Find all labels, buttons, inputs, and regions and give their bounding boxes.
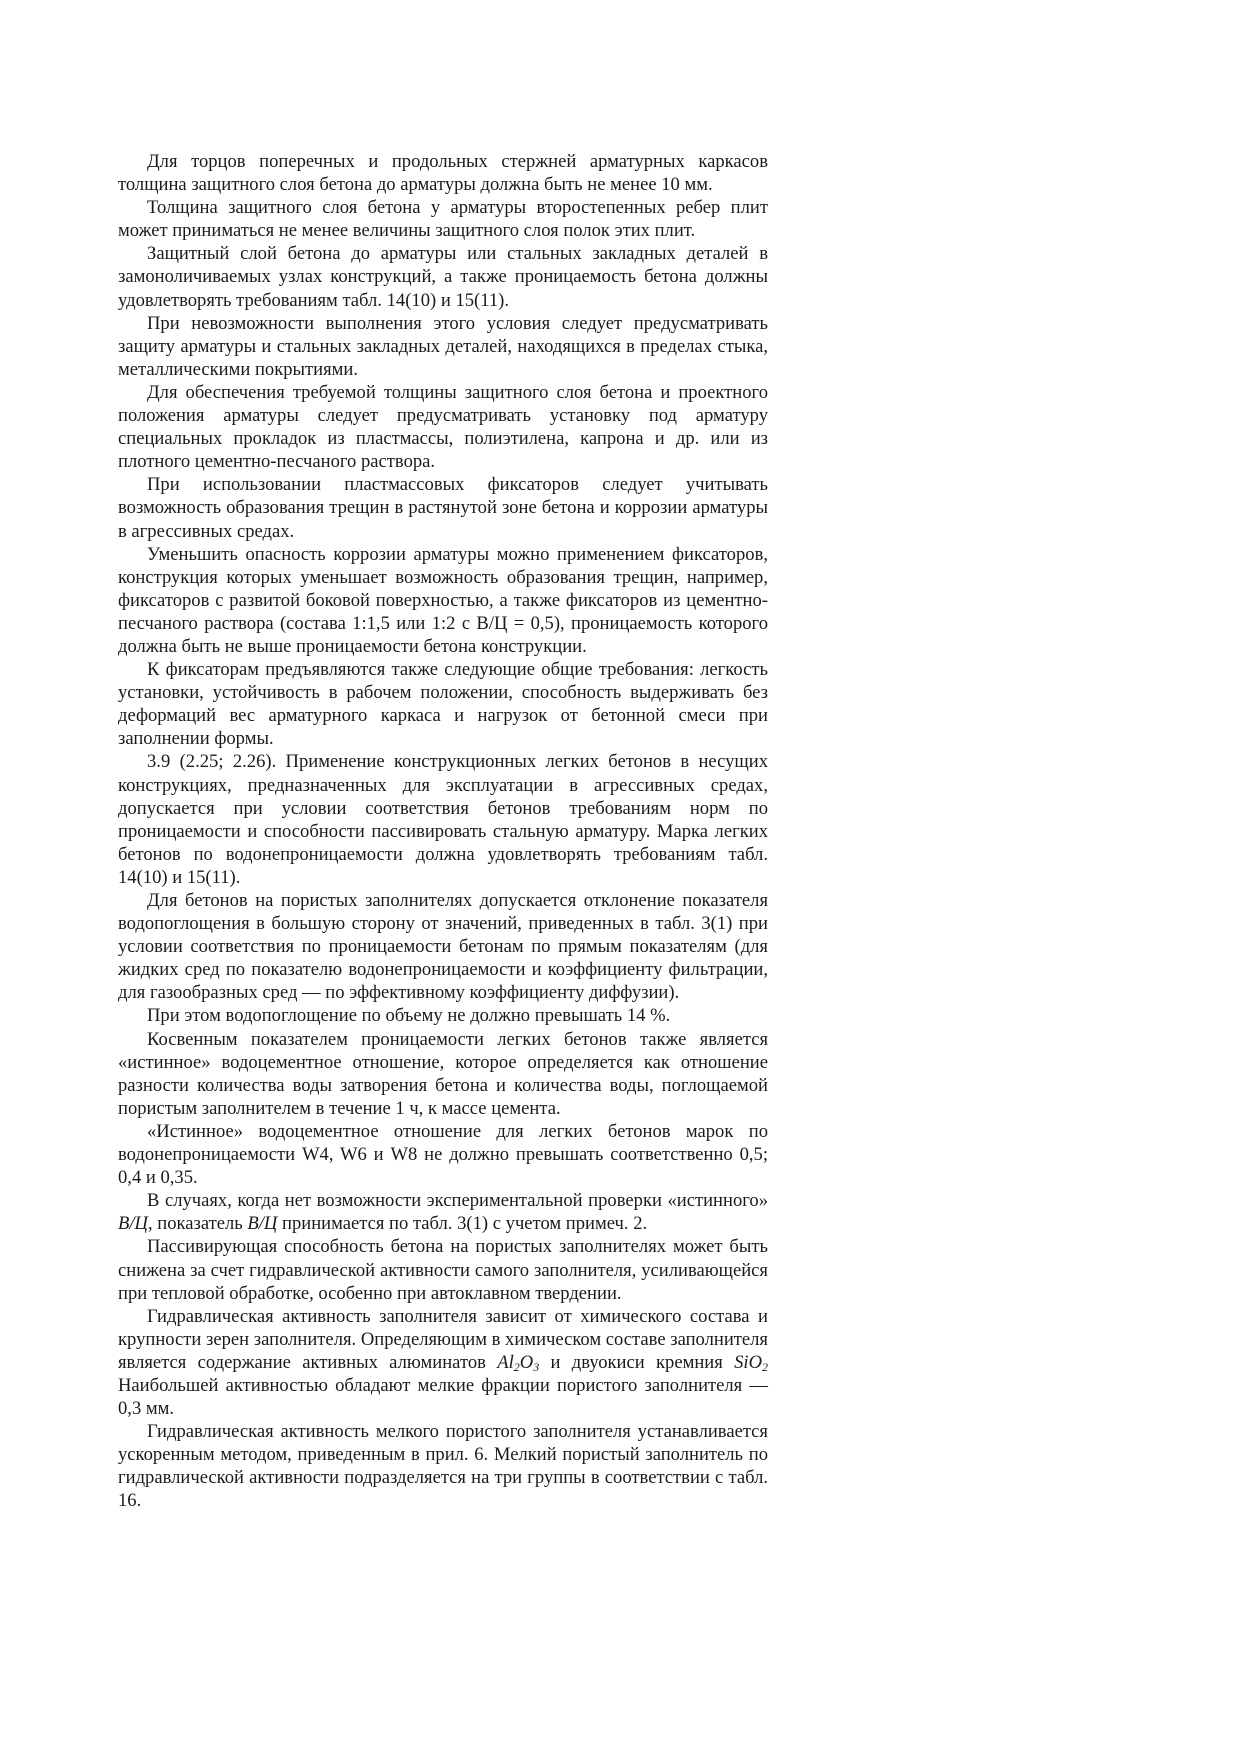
paragraph: Косвенным показателем проницаемости легких бетонов также является «истинное» водоцементное отношение, которое определяется как отношение разности количества воды затворения бетона и количества воды, поглощаемой пористым заполнителем в течение 1 ч, к массе цемента. — [118, 1028, 768, 1119]
paragraph: «Истинное» водоцементное отношение для легких бетонов марок по водонепроницаемости W4, W6 и W8 не должно превышать соответственно 0,5; 0,4 и 0,35. — [118, 1120, 768, 1189]
paragraph: 3.9 (2.25; 2.26). Применение конструкционных легких бетонов в несущих конструкциях, предназначенных для эксплуатации в агрессивных средах, допускается при условии соответствия бетонов требованиям норм по проницаемости и способности пассивировать стальную арматуру. Марка легких бетонов по водонепроницаемости должна удовлетворять требованиям табл. 14(10) и 15(11). — [118, 751, 768, 888]
text-run: и двуокиси кремния — [539, 1351, 735, 1373]
paragraph: При этом водопоглощение по объему не должно превышать 14 %. — [147, 1005, 671, 1027]
text-run: Наибольшей активностью обладают мелкие фракции пористого заполнителя — 0,3 мм. — [118, 1374, 768, 1420]
text-run: , показатель — [147, 1213, 248, 1235]
formula-al2o3: $Al_2O_3$ — [497, 1351, 540, 1374]
paragraph-hydraulic-activity — [118, 1305, 768, 1420]
paragraph-true-wc-ratio — [118, 1189, 768, 1235]
paragraph: К фиксаторам предъявляются также следующие общие требования: легкость установки, устойчивость в рабочем положении, способность выдерживать без деформаций вес арматурного каркаса и нагрузок от бетонной смеси при заполнении формы. — [118, 659, 768, 750]
formula-sio2: SiO$_2$ — [734, 1351, 768, 1374]
text-run: принимается по табл. 3(1) с учетом примеч. 2. — [277, 1213, 648, 1235]
document-page — [118, 150, 768, 1513]
paragraph: Для торцов поперечных и продольных стержней арматурных каркасов толщина защитного слоя бетона до арматуры должна быть не менее 10 мм. — [118, 151, 768, 196]
paragraph: Для обеспечения требуемой толщины защитного слоя бетона и проектного положения арматуры следует предусматривать установку под арматуру специальных прокладок из пластмассы, полиэтилена, капрона и др. или из плотного цементно-песчаного раствора. — [118, 381, 768, 473]
paragraph: Гидравлическая активность мелкого пористого заполнителя устанавливается ускоренным методом, приведенным в прил. 6. Мелкий пористый заполнитель по гидравлической активности подразделяется на три группы в соответствии с табл. 16. — [118, 1421, 768, 1512]
paragraph: Толщина защитного слоя бетона у арматуры второстепенных ребер плит может приниматься не менее величины защитного слоя полок этих плит. — [118, 197, 768, 242]
italic-term: В/Ц — [118, 1213, 148, 1235]
paragraph: При невозможности выполнения этого условия следует предусматривать защиту арматуры и стальных закладных деталей, находящихся в пределах стыка, металлическими покрытиями. — [118, 312, 768, 380]
paragraph: Защитный слой бетона до арматуры или стальных закладных деталей в замоноличиваемых узлах конструкций, а также проницаемость бетона должны удовлетворять требованиям табл. 14(10) и 15(11). — [118, 243, 768, 311]
paragraph: Пассивирующая способность бетона на пористых заполнителях может быть снижена за счет гидравлической активности самого заполнителя, усиливающейся при тепловой обработке, особенно при автоклавном твердении. — [118, 1236, 768, 1304]
text-run: Гидравлическая активность заполнителя зависит от химического состава и крупности зерен заполнителя. Определяющим в химическом составе заполнителя является содержание активных алюминатов — [118, 1305, 768, 1373]
paragraph: При использовании пластмассовых фиксаторов следует учитывать возможность образования трещин в растянутой зоне бетона и коррозии арматуры в агрессивных средах. — [118, 474, 768, 542]
paragraph: Уменьшить опасность коррозии арматуры можно применением фиксаторов, конструкция которых уменьшает возможность образования трещин, например, фиксаторов с развитой боковой поверхностью, а также фиксаторов из цементно-песчаного раствора (состава 1:1,5 или 1:2 с В/Ц = 0,5), проницаемость которого должна быть не выше проницаемости бетона конструкции. — [118, 543, 768, 657]
text-run: В случаях, когда нет возможности экспериментальной проверки «истинного» — [147, 1190, 768, 1212]
italic-term: В/Ц — [247, 1213, 278, 1235]
paragraph: Для бетонов на пористых заполнителях допускается отклонение показателя водопоглощения в большую сторону от значений, приведенных в табл. 3(1) при условии соответствия по проницаемости бетонам по прямым показателям (для жидких сред по показателю водонепроницаемости и коэффициенту фильтрации, для газообразных сред — по эффективному коэффициенту диффузии). — [118, 890, 768, 1004]
